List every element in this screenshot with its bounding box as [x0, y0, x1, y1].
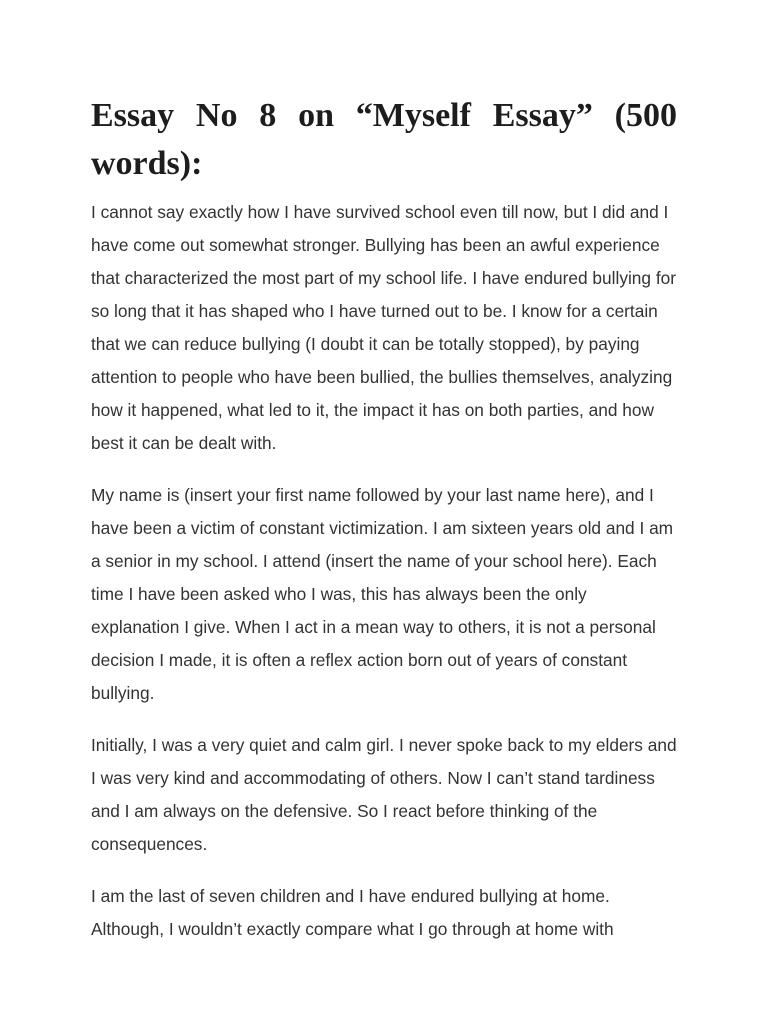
essay-paragraph-3: Initially, I was a very quiet and calm girl. I never spoke back to my elders and I was very kind and accommodating of others. Now I can’t stand tardiness and I am always on the defensive. So I react before thinking of the consequences.	[91, 735, 677, 854]
essay-content	[91, 92, 677, 965]
essay-title: Essay No 8 on “Myself Essay” (500 words):	[91, 97, 677, 182]
essay-paragraph-2: My name is (insert your first name followed by your last name here), and I have been a victim of constant victimization. I am sixteen years old and I am a senior in my school. I attend (insert the name of your school here). Each time I have been asked who I was, this has always been the only explanation I give. When I act in a mean way to others, it is not a personal decision I made, it is often a reflex action born out of years of constant bullying.	[91, 485, 674, 703]
essay-paragraph-1: I cannot say exactly how I have survived school even till now, but I did and I have come out somewhat stronger. Bullying has been an awful experience that characterized the most part of my school life. I have endured bullying for so long that it has shaped who I have turned out to be. I know for a certain that we can reduce bullying (I doubt it can be totally stopped), by paying attention to people who have been bullied, the bullies themselves, analyzing how it happened, what led to it, the impact it has on both parties, and how best it can be dealt with.	[91, 202, 676, 453]
essay-paragraph-4: I am the last of seven children and I have endured bullying at home. Although, I wouldn’t exactly compare what I go through at home with	[91, 886, 614, 939]
